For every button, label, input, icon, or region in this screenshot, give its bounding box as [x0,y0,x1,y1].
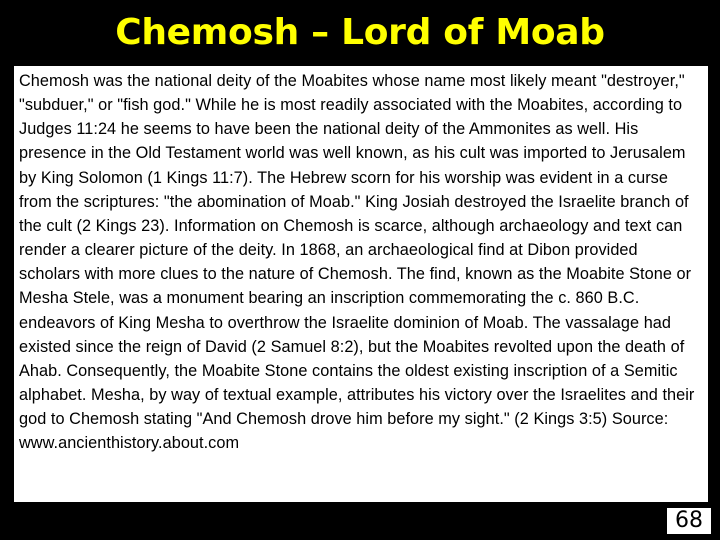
body-text-box [14,66,708,502]
body-paragraph: Chemosh was the national deity of the Moabites whose name most likely meant "destroyer," "subduer," or "fish god." While he is most readily associated with the Moabites, according to Judges 11:24 he seems to have been the national deity of the Ammonites as well. His presence in the Old Testament world was well known, as his cult was imported to Jerusalem by King Solomon (1 Kings 11:7). The Hebrew scorn for his worship was evident in a curse from the scriptures: "the abomination of Moab." King Josiah destroyed the Israelite branch of the cult (2 Kings 23). Information on Chemosh is scarce, although archaeology and text can render a clearer picture of the deity. In 1868, an archaeological find at Dibon provided scholars with more clues to the nature of Chemosh. The find, known as the Moabite Stone or Mesha Stele, was a monument bearing an inscription commemorating the c. 860 B.C. endeavors of King Mesha to overthrow the Israelite dominion of Moab. The vassalage had existed since the reign of David (2 Samuel 8:2), but the Moabites revolted upon the death of Ahab. Consequently, the Moabite Stone contains the oldest existing inscription of a Semitic alphabet. Mesha, by way of textual example, attributes his victory over the Israelites and their god to Chemosh stating "And Chemosh drove him before my sight." (2 Kings 3:5) Source: www.ancienthistory.about.com [19,72,695,453]
page-number: 68 [665,506,713,536]
slide-title: Chemosh – Lord of Moab [115,12,605,53]
